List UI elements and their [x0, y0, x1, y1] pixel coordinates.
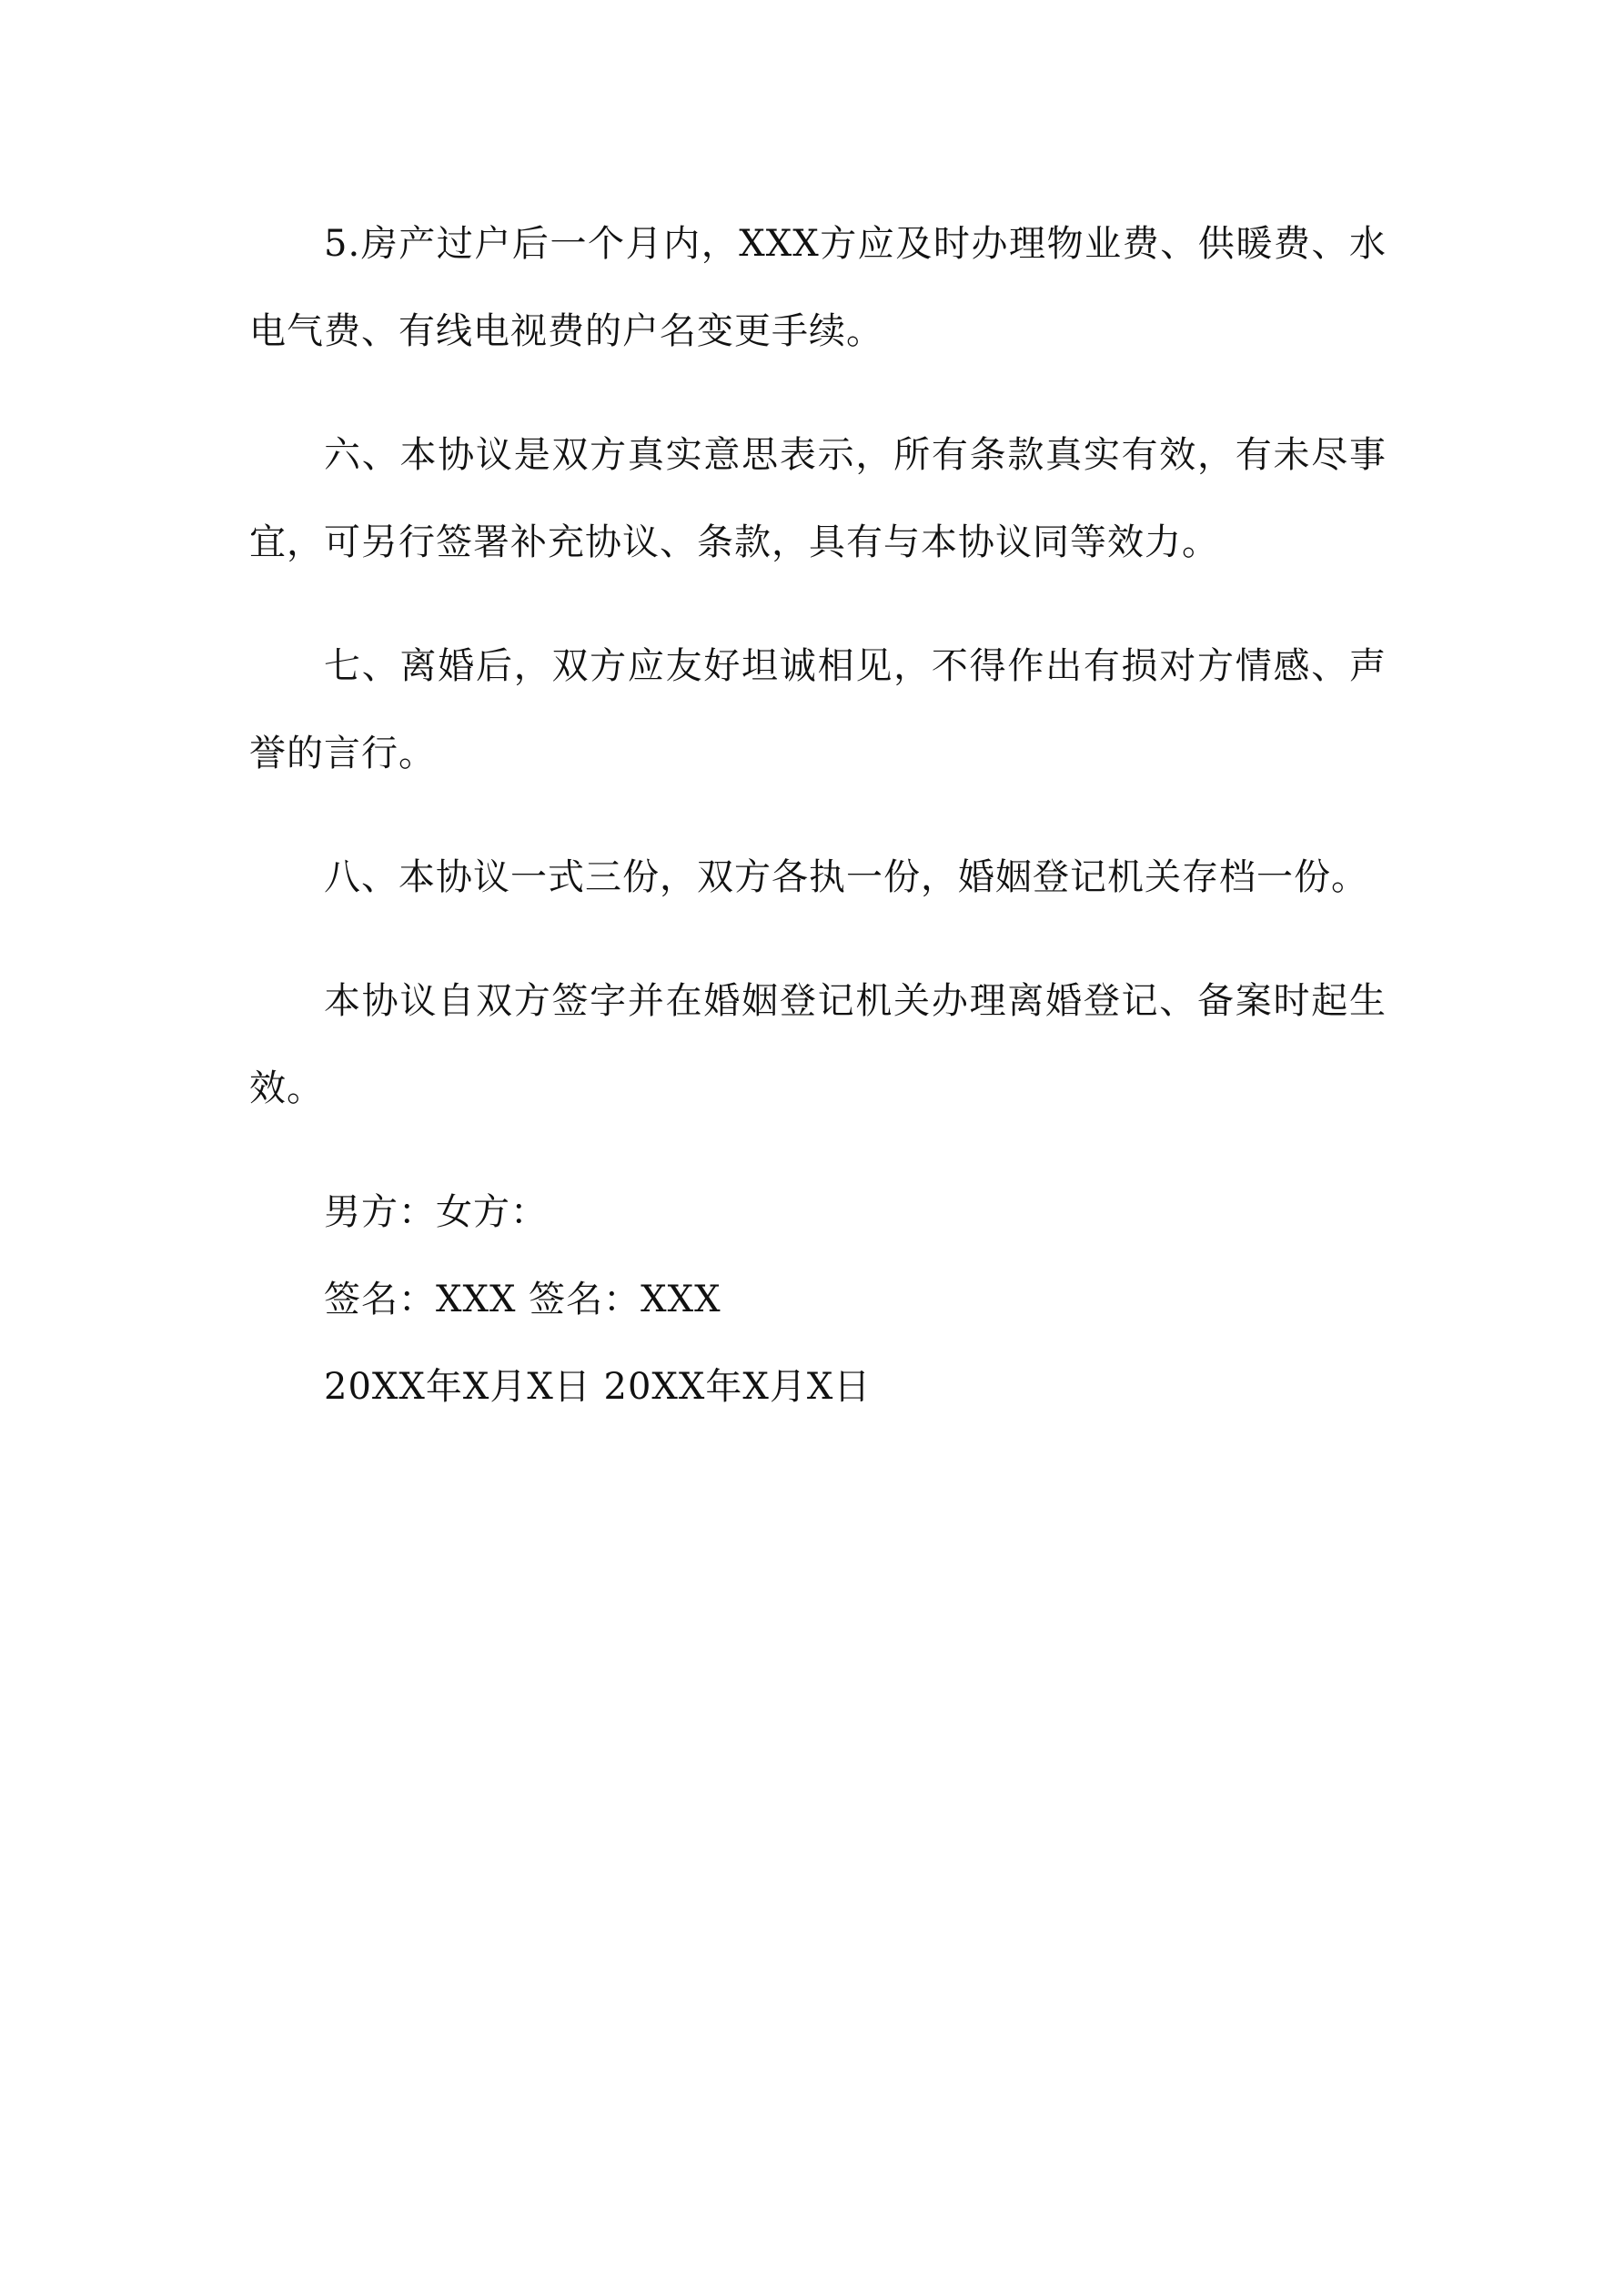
document-body — [249, 200, 1387, 1431]
paragraph-section-7: 七、离婚后，双方应友好坦诚相见，不得作出有损对方情感、声誉的言行。 — [249, 645, 1387, 774]
signature-block — [249, 1168, 1387, 1431]
signature-dates: 20XX年X月X日 20XX年X月X日 — [324, 1366, 872, 1408]
paragraph-effective-clause: 本协议自双方签字并在婚姻登记机关办理离婚登记、备案时起生效。 — [249, 980, 1387, 1109]
paragraph-item-5-transfer: 5.房产过户后一个月内，XXX方应及时办理物业费、供暖费、水电气费、有线电视费的户名变更手续。 — [249, 223, 1387, 352]
paragraph-section-8: 八、本协议一式三份，双方各执一份，婚姻登记机关存档一份。 — [324, 856, 1368, 898]
paragraph-section-6: 六、本协议是双方真实意思表示，所有条款真实有效，有未尽事宜，可另行签署补充协议、条款，具有与本协议同等效力。 — [249, 434, 1387, 563]
signature-parties: 男方：女方： — [324, 1191, 548, 1233]
signature-names: 签名：XXX 签名：XXX — [324, 1279, 721, 1320]
